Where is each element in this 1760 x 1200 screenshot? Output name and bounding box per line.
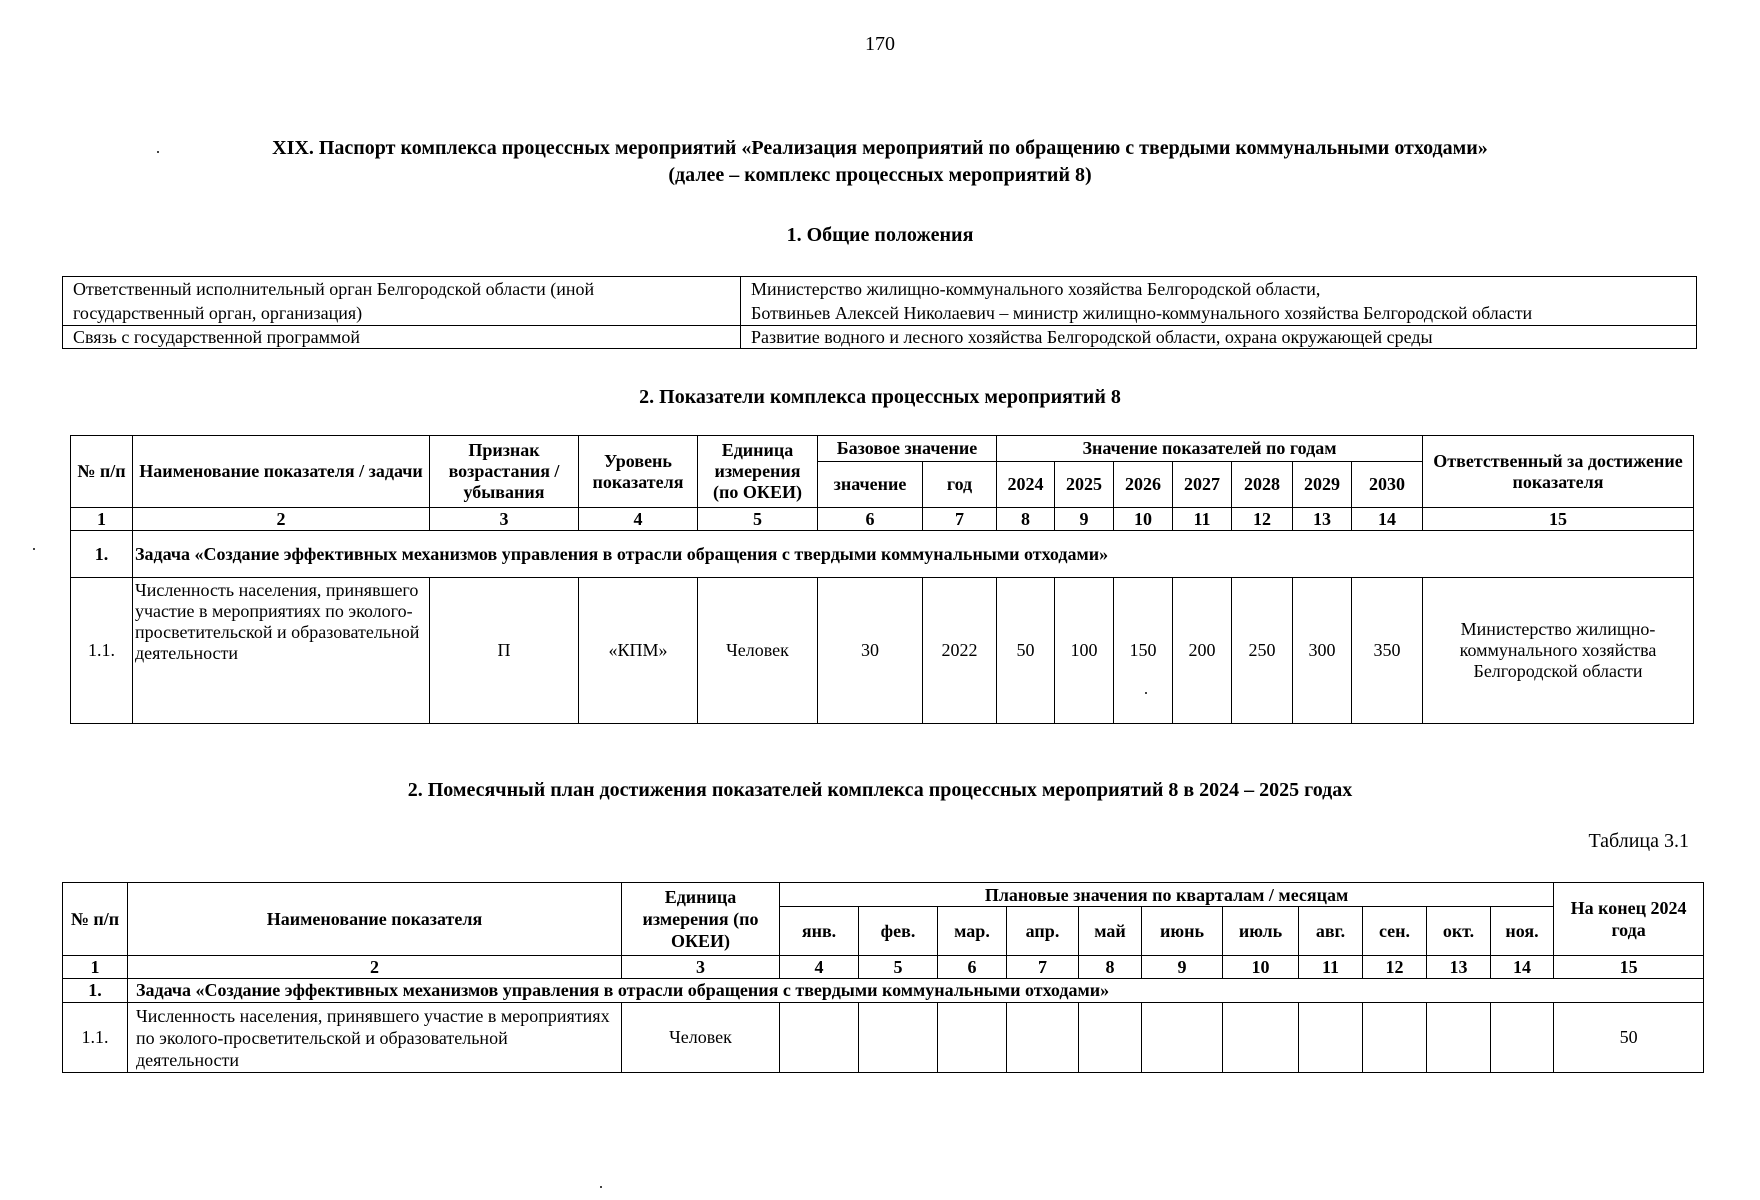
ind-h-year: 2030 — [1352, 462, 1423, 508]
plan-h-group: Плановые значения по кварталам / месяцам — [780, 883, 1554, 907]
col-number: 1 — [63, 956, 128, 979]
plan-h-month: июль — [1223, 907, 1299, 956]
ind-h-base-value: значение — [818, 462, 923, 508]
col-number: 8 — [997, 508, 1055, 531]
col-number: 3 — [622, 956, 780, 979]
plan-month-cell — [1142, 1003, 1223, 1073]
passport-ministry: Министерство жилищно-коммунального хозяйства Белгородской области, — [751, 279, 1321, 299]
col-number: 4 — [579, 508, 698, 531]
ind-row-responsible: Министерство жилищно-коммунального хозяйства Белгородской области — [1423, 578, 1694, 724]
passport-minister: Ботвиньев Алексей Николаевич – министр жилищно-коммунального хозяйства Белгородской области — [751, 303, 1533, 323]
plan-h-month: апр. — [1007, 907, 1079, 956]
plan-row-num: 1.1. — [63, 1003, 128, 1073]
col-number: 7 — [923, 508, 997, 531]
plan-month-cell — [1223, 1003, 1299, 1073]
ind-h-year: 2024 — [997, 462, 1055, 508]
section-heading-monthly-plan: 2. Помесячный план достижения показателей комплекса процессных мероприятий 8 в 2024 – 2025 годах — [407, 779, 1353, 801]
ind-row-base-value: 30 — [818, 578, 923, 724]
col-number: 2 — [133, 508, 430, 531]
passport-label-responsible: Ответственный исполнительный орган Белгородской области (иной государственный орган, организация) — [63, 277, 741, 326]
ind-row-unit: Человек — [698, 578, 818, 724]
ind-task-text: Задача «Создание эффективных механизмов управления в отрасли обращения с твердыми коммунальными отходами» — [133, 531, 1694, 578]
plan-task-text: Задача «Создание эффективных механизмов управления в отрасли обращения с твердыми коммунальными отходами» — [128, 979, 1704, 1003]
indicators-header-row1 — [71, 436, 1694, 462]
plan-h-unit: Единица измерения (по ОКЕИ) — [622, 883, 780, 956]
passport-value-program: Развитие водного и лесного хозяйства Белгородской области, охрана окружающей среды — [741, 326, 1697, 349]
plan-h-end: На конец 2024 года — [1554, 883, 1704, 956]
ind-h-num: № п/п — [71, 436, 133, 508]
col-number: 10 — [1114, 508, 1173, 531]
col-number: 7 — [1007, 956, 1079, 979]
col-number: 13 — [1427, 956, 1491, 979]
ind-row-value: 100 — [1055, 578, 1114, 724]
col-number: 9 — [1142, 956, 1223, 979]
ind-row-value: 250 — [1232, 578, 1293, 724]
scan-speck — [157, 151, 159, 153]
ind-row-base-year: 2022 — [923, 578, 997, 724]
ind-h-unit: Единица измерения (по ОКЕИ) — [698, 436, 818, 508]
plan-row-end-value: 50 — [1554, 1003, 1704, 1073]
passport-row-responsible — [63, 277, 1697, 326]
col-number: 3 — [430, 508, 579, 531]
plan-h-month: авг. — [1299, 907, 1363, 956]
plan-month-cell — [780, 1003, 859, 1073]
ind-h-year: 2026 — [1114, 462, 1173, 508]
plan-row-unit: Человек — [622, 1003, 780, 1073]
scan-speck — [600, 1186, 602, 1188]
plan-month-cell — [1079, 1003, 1142, 1073]
indicators-task-row — [71, 531, 1694, 578]
plan-data-row — [63, 1003, 1704, 1073]
ind-h-year: 2028 — [1232, 462, 1293, 508]
passport-value-responsible — [741, 277, 1697, 326]
col-number: 5 — [698, 508, 818, 531]
col-number: 6 — [818, 508, 923, 531]
col-number: 14 — [1491, 956, 1554, 979]
plan-row-name: Численность населения, принявшего участие в мероприятиях по эколого-просветительской и образовательной деятельности — [128, 1003, 622, 1073]
col-number: 15 — [1423, 508, 1694, 531]
ind-h-sign: Признак возрастания / убывания — [430, 436, 579, 508]
plan-h-month: мар. — [938, 907, 1007, 956]
ind-h-base: Базовое значение — [818, 436, 997, 462]
ind-h-year: 2027 — [1173, 462, 1232, 508]
scan-speck — [1145, 692, 1147, 694]
ind-h-level: Уровень показателя — [579, 436, 698, 508]
document-subtitle: (далее – комплекс процессных мероприятий 8) — [668, 164, 1092, 186]
plan-h-month: окт. — [1427, 907, 1491, 956]
plan-month-cell — [1363, 1003, 1427, 1073]
ind-row-name: Численность населения, принявшего участие в мероприятиях по эколого-просветительской и образовательной деятельности — [133, 578, 430, 724]
col-number: 11 — [1173, 508, 1232, 531]
monthly-plan-table — [62, 882, 1704, 1073]
col-number: 10 — [1223, 956, 1299, 979]
col-number: 12 — [1232, 508, 1293, 531]
col-number: 1 — [71, 508, 133, 531]
col-number: 6 — [938, 956, 1007, 979]
ind-row-sign: П — [430, 578, 579, 724]
passport-row-program — [63, 326, 1697, 349]
plan-month-cell — [1007, 1003, 1079, 1073]
page-number: 170 — [865, 33, 895, 55]
plan-h-month: фев. — [859, 907, 938, 956]
col-number: 11 — [1299, 956, 1363, 979]
ind-h-year: 2029 — [1293, 462, 1352, 508]
plan-month-cell — [1299, 1003, 1363, 1073]
plan-task-row — [63, 979, 1704, 1003]
col-number: 12 — [1363, 956, 1427, 979]
ind-task-num: 1. — [71, 531, 133, 578]
col-number: 2 — [128, 956, 622, 979]
col-number: 9 — [1055, 508, 1114, 531]
scan-speck — [33, 548, 35, 550]
ind-row-value: 50 — [997, 578, 1055, 724]
col-number: 4 — [780, 956, 859, 979]
plan-task-num: 1. — [63, 979, 128, 1003]
ind-row-level: «КПМ» — [579, 578, 698, 724]
table-caption: Таблица 3.1 — [1588, 830, 1689, 852]
col-number: 5 — [859, 956, 938, 979]
passport-label-program: Связь с государственной программой — [63, 326, 741, 349]
plan-h-num: № п/п — [63, 883, 128, 956]
plan-h-month: июнь — [1142, 907, 1223, 956]
ind-row-value: 200 — [1173, 578, 1232, 724]
col-number: 13 — [1293, 508, 1352, 531]
ind-row-value: 350 — [1352, 578, 1423, 724]
plan-column-numbers — [63, 956, 1704, 979]
col-number: 8 — [1079, 956, 1142, 979]
section-heading-general: 1. Общие положения — [786, 224, 974, 246]
ind-h-base-year: год — [923, 462, 997, 508]
col-number: 15 — [1554, 956, 1704, 979]
plan-month-cell — [859, 1003, 938, 1073]
ind-h-year: 2025 — [1055, 462, 1114, 508]
plan-h-name: Наименование показателя — [128, 883, 622, 956]
ind-row-value: 300 — [1293, 578, 1352, 724]
plan-header-row1 — [63, 883, 1704, 907]
passport-table — [62, 276, 1697, 349]
ind-h-responsible: Ответственный за достижение показателя — [1423, 436, 1694, 508]
indicators-data-row — [71, 578, 1694, 724]
ind-row-value: 150 — [1114, 578, 1173, 724]
indicators-table — [70, 435, 1694, 724]
col-number: 14 — [1352, 508, 1423, 531]
plan-h-month: май — [1079, 907, 1142, 956]
section-heading-indicators: 2. Показатели комплекса процессных мероприятий 8 — [639, 386, 1121, 408]
plan-month-cell — [1427, 1003, 1491, 1073]
ind-row-num: 1.1. — [71, 578, 133, 724]
ind-h-name: Наименование показателя / задачи — [133, 436, 430, 508]
plan-h-month: ноя. — [1491, 907, 1554, 956]
ind-h-years-group: Значение показателей по годам — [997, 436, 1423, 462]
plan-h-month: сен. — [1363, 907, 1427, 956]
indicators-column-numbers — [71, 508, 1694, 531]
document-title: XIX. Паспорт комплекса процессных мероприятий «Реализация мероприятий по обращению с твердыми коммунальными отходами» — [272, 137, 1488, 159]
plan-month-cell — [1491, 1003, 1554, 1073]
plan-h-month: янв. — [780, 907, 859, 956]
plan-month-cell — [938, 1003, 1007, 1073]
